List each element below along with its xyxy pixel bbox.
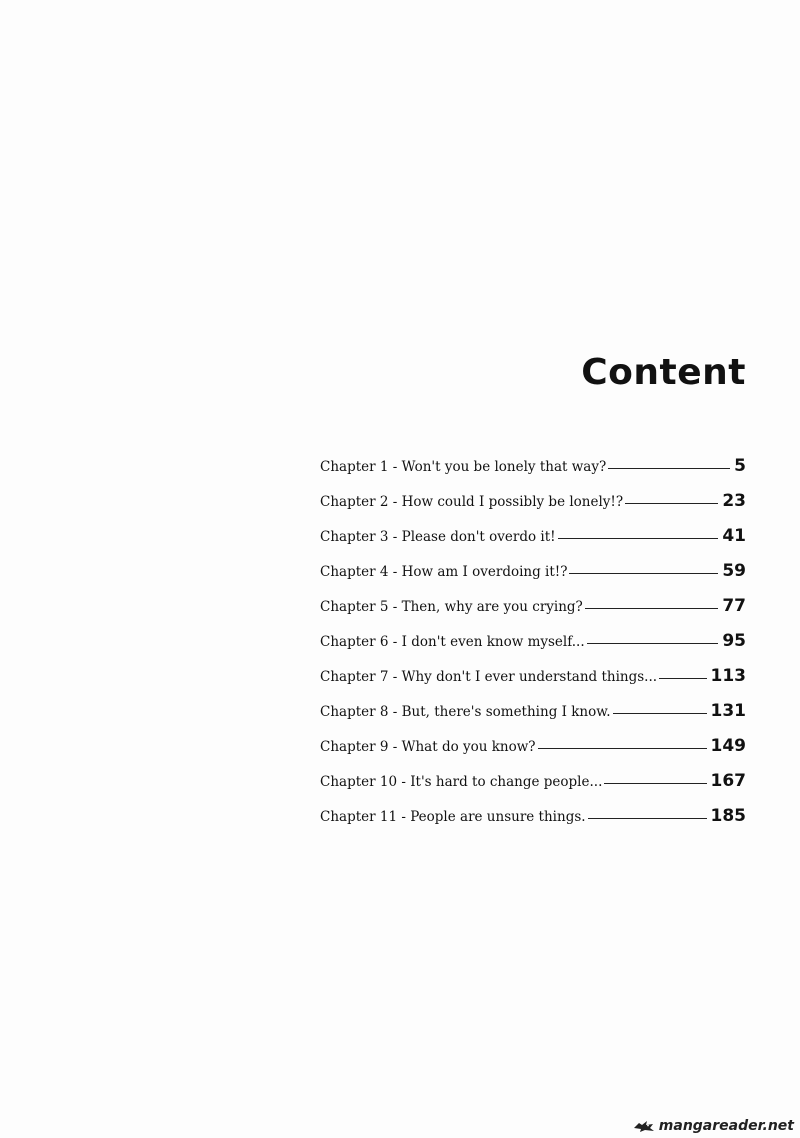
chapter-title: Chapter 10 - It's hard to change people...	[320, 774, 603, 790]
chapter-title: Chapter 8 - But, there's something I know.	[320, 704, 611, 720]
leader-line	[588, 818, 707, 819]
chapter-entry	[320, 690, 746, 725]
chapter-page-number: 59	[722, 561, 746, 581]
chapter-title: Chapter 1 - Won't you be lonely that way?	[320, 459, 607, 475]
chapter-entry	[320, 585, 746, 620]
chapter-page-number: 167	[710, 771, 746, 791]
chapter-entry	[320, 655, 746, 690]
leader-line	[587, 643, 719, 644]
chapter-title: Chapter 5 - Then, why are you crying?	[320, 599, 583, 615]
chapter-title: Chapter 9 - What do you know?	[320, 739, 536, 755]
leader-line	[625, 503, 718, 504]
page-title: Content	[581, 352, 746, 393]
chapter-page-number: 95	[722, 631, 746, 651]
chapter-entry	[320, 550, 746, 585]
chapter-entry	[320, 515, 746, 550]
leader-line	[569, 573, 718, 574]
chapter-page-number: 185	[710, 806, 746, 826]
chapter-page-number: 113	[710, 666, 746, 686]
chapter-entry	[320, 445, 746, 480]
chapter-page-number: 149	[710, 736, 746, 756]
leader-line	[604, 783, 706, 784]
chapter-title: Chapter 7 - Why don't I ever understand things...	[320, 669, 658, 685]
chapter-entry	[320, 795, 746, 830]
leader-line	[659, 678, 706, 679]
chapter-title: Chapter 4 - How am I overdoing it!?	[320, 564, 568, 580]
leader-line	[538, 748, 707, 749]
chapter-title: Chapter 3 - Please don't overdo it!	[320, 529, 556, 545]
watermark-text: mangareader.net	[658, 1118, 794, 1134]
chapter-entry	[320, 620, 746, 655]
leader-line	[608, 468, 730, 469]
chapter-title: Chapter 6 - I don't even know myself...	[320, 634, 585, 650]
chapter-page-number: 131	[710, 701, 746, 721]
chapter-page-number: 5	[734, 456, 746, 476]
leader-line	[558, 538, 719, 539]
chapter-page-number: 77	[722, 596, 746, 616]
watermark	[633, 1118, 794, 1134]
fox-mascot-icon	[633, 1119, 655, 1133]
chapter-page-number: 23	[722, 491, 746, 511]
chapter-entry	[320, 760, 746, 795]
chapter-page-number: 41	[722, 526, 746, 546]
leader-line	[585, 608, 719, 609]
chapter-title: Chapter 11 - People are unsure things.	[320, 809, 586, 825]
chapter-entry	[320, 725, 746, 760]
chapter-entry	[320, 480, 746, 515]
chapter-title: Chapter 2 - How could I possibly be lonely!?	[320, 494, 624, 510]
chapter-list	[320, 445, 746, 830]
leader-line	[613, 713, 707, 714]
